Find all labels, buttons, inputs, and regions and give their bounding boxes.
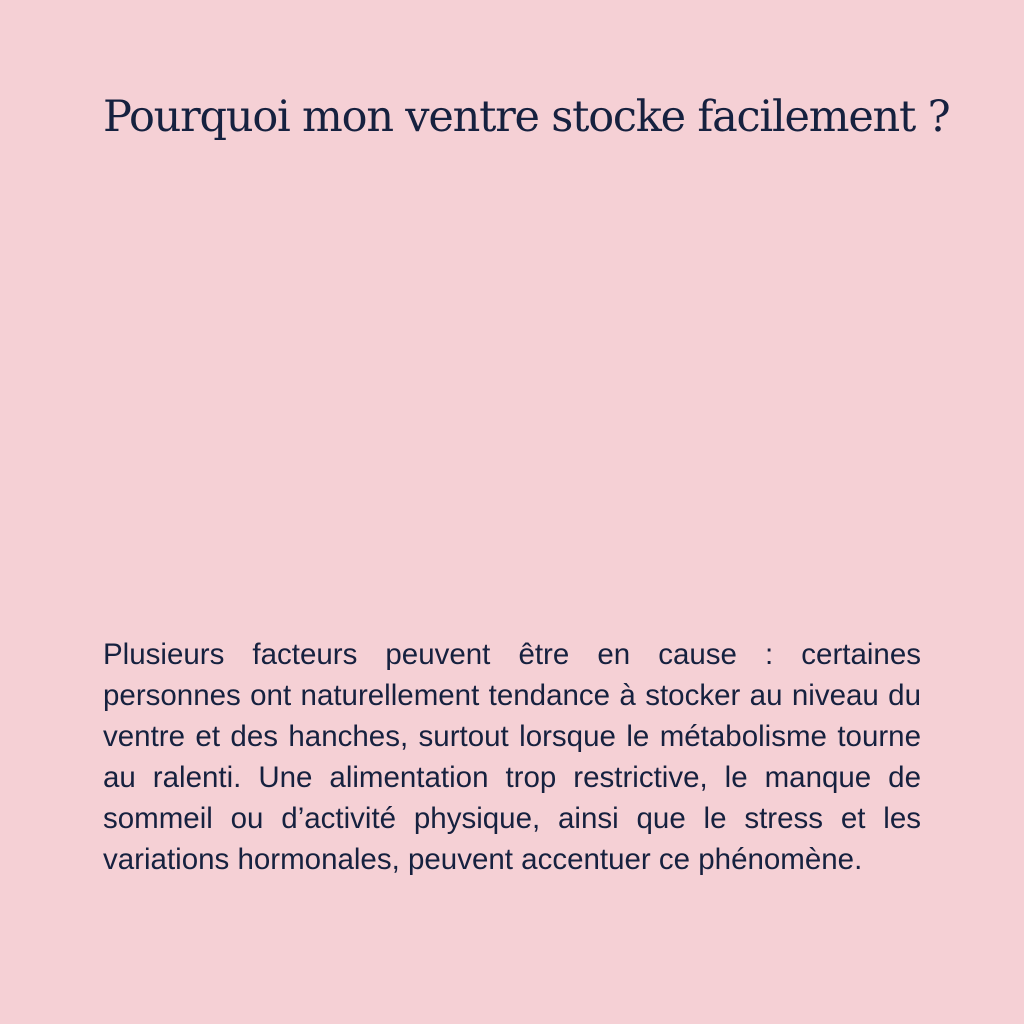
- page-title: Pourquoi mon ventre stocke facilement ?: [103, 92, 950, 142]
- body-paragraph: Plusieurs facteurs peuvent être en cause : certaines personnes ont naturellement tendance à stocker au niveau du ventre et des hanches, surtout lorsque le métabolisme tourne au ralenti. Une alimentation trop restrictive, le manque de sommeil ou d’activité physique, ainsi que le stress et les variations hormonales, peuvent accentuer ce phénomène.: [103, 638, 921, 876]
